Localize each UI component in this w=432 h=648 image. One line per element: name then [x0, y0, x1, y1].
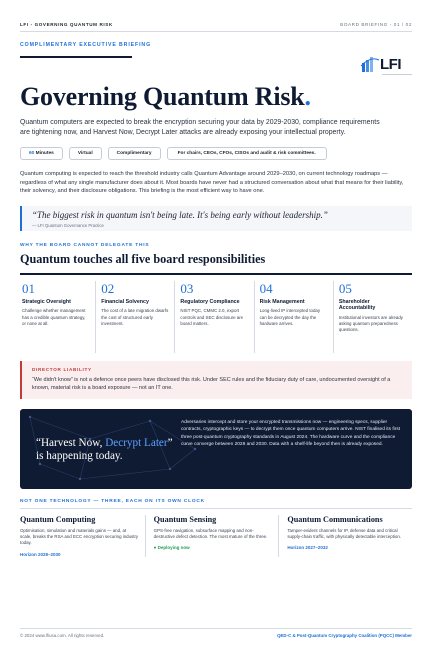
header-left: LFI - GOVERNING QUANTUM RISK — [20, 22, 113, 27]
responsibility-desc: NIST PQC, CMMC 2.0, export controls and SEC disclosure are board matters. — [180, 308, 244, 326]
technology-desc: GPS-free navigation, subsurface mapping and non-destructive defect detection. The most mature of the three. — [153, 527, 268, 540]
header-right: BOARD BRIEFING - 01 / 02 — [340, 22, 412, 27]
logo-mark-icon — [360, 54, 380, 74]
responsibility-title: Financial Solvency — [101, 298, 149, 305]
logo-tagline-line — [382, 74, 412, 75]
footer-membership: QED-C & Post-Quantum Cryptography Coalition (PQCC) Member — [277, 633, 412, 638]
responsibility-number: 04 — [259, 280, 273, 296]
responsibility-title: Shareholder Accountability — [338, 298, 376, 312]
responsibility-card — [255, 281, 334, 353]
technology-horizon: Horizon 2027–2032 — [287, 545, 328, 551]
hndl-headline-pre: “Harvest Now, — [36, 436, 106, 449]
technology-card — [20, 515, 146, 557]
logo-wordmark: LFI — [380, 56, 401, 73]
technologies-grid — [20, 515, 412, 557]
responsibilities-rule — [20, 273, 412, 275]
technology-title: Quantum Sensing — [153, 514, 217, 524]
hndl-banner — [20, 409, 412, 489]
responsibility-card — [96, 281, 175, 353]
responsibility-card — [20, 281, 96, 353]
title-dot: . — [304, 82, 311, 111]
event-chips — [20, 147, 412, 160]
responsibility-card — [175, 281, 254, 353]
responsibilities-heading: Quantum touches all five board responsibilities — [20, 252, 266, 267]
top-divider — [20, 31, 412, 32]
technology-desc: Tamper-evident channels for IP, defense data and critical supply-chain traffic, with physically detectable interception. — [287, 527, 401, 540]
responsibility-desc: The cost of a late migration dwarfs the cost of structured early investment. — [101, 308, 169, 326]
hndl-headline — [36, 437, 176, 463]
duration-unit: Minutes — [34, 150, 54, 156]
technology-horizon: ● Deploying now — [153, 545, 190, 551]
technology-horizon: Horizon 2028–2030 — [20, 551, 61, 557]
liability-kicker: DIRECTOR LIABILITY — [32, 366, 92, 372]
technologies-rule — [20, 508, 412, 509]
page-footer — [20, 628, 412, 638]
duration-chip — [20, 147, 63, 160]
technology-title: Quantum Computing — [20, 514, 96, 524]
responsibility-number: 01 — [22, 280, 35, 296]
footer-copyright: © 2024 www.lfiusa.com. All rights reserved. — [20, 633, 105, 638]
technology-title: Quantum Communications — [287, 514, 383, 524]
responsibility-number: 02 — [101, 280, 115, 296]
duration-number: 60 — [29, 150, 35, 156]
top-bar — [20, 0, 412, 27]
hndl-headline-post: ” is happening today. — [36, 436, 173, 462]
audience-chip: For chairs, CEOs, CFOs, CISOs and audit & risk committees. — [167, 147, 327, 160]
format-chip: Virtual — [69, 147, 102, 160]
technology-card — [146, 515, 280, 557]
quote-attribution: — LFI Quantum Governance Practice — [32, 223, 104, 229]
responsibility-title: Regulatory Compliance — [180, 298, 240, 305]
lede-paragraph: Quantum computers are expected to break the encryption securing your data by 2029-2030, compliance requirements are tightening now, and Harvest Now, Decrypt Later attacks are already exposing your intellectual property. — [20, 119, 380, 137]
briefing-kicker: COMPLIMENTARY EXECUTIVE BRIEFING — [20, 42, 152, 48]
quote-text: “The biggest risk in quantum isn't being late. It's being early without leadership.” — [32, 210, 328, 221]
director-liability-callout — [20, 361, 412, 399]
responsibility-desc: Institutional investors are already asking quantum preparedness questions. — [338, 314, 403, 333]
technology-desc: Optimisation, simulation and materials gains — and, at scale, breaks the RSA and ECC encryption securing industry today. — [20, 527, 139, 546]
hndl-headline-highlight: Decrypt Later — [105, 436, 168, 449]
responsibility-title: Strategic Oversight — [22, 298, 71, 305]
hndl-body: Adversaries intercept and store your encrypted transmissions now — engineering specs, supplier contracts, cryptographic keys — to decrypt them once quantum computers arrive. NIST finalised its first three post-quantum cryptography standards in August 2024. The hardware curve and the compliance curve converge between 2028 and 2030. Data with a shelf-life beyond then is already exposed. — [181, 419, 401, 448]
responsibility-title: Risk Management — [259, 298, 305, 305]
responsibility-desc: Challenge whether management has a credible quantum strategy, or none at all. — [22, 308, 86, 326]
kicker-rule — [20, 56, 132, 58]
responsibilities-kicker: WHY THE BOARD CANNOT DELEGATE THIS — [20, 243, 150, 249]
price-chip: Complimentary — [108, 147, 161, 160]
responsibility-card — [334, 281, 412, 353]
liability-text: “We didn't know” is not a defence once peers have disclosed this risk. Under SEC rules and the fiduciary duty of care, undocumented oversight of a known, material risk is a board exposure — not an IT one. — [32, 376, 391, 392]
responsibility-number: 05 — [338, 280, 352, 296]
technologies-kicker: NOT ONE TECHNOLOGY — THREE, EACH ON ITS OWN CLOCK — [20, 498, 205, 504]
intro-paragraph: Quantum computing is expected to reach the threshold industry calls Quantum Advantage around 2029–2030, on current technology roadmaps — regardless of what any single manufacturer does about it. Most boards have never had a structured conversation about what that means for their liability, their solvency, and their disclosure obligations. This briefing is the most efficient way to have one. — [20, 170, 404, 195]
lfi-logo — [360, 52, 410, 78]
pull-quote — [20, 206, 412, 231]
technology-card — [279, 515, 412, 557]
page-title — [20, 82, 412, 112]
responsibility-desc: Long-lived IP intercepted today can be decrypted the day the hardware arrives. — [259, 308, 321, 326]
responsibility-number: 03 — [180, 280, 194, 296]
responsibilities-grid — [20, 281, 412, 353]
page-title-text: Governing Quantum Risk — [20, 82, 305, 111]
